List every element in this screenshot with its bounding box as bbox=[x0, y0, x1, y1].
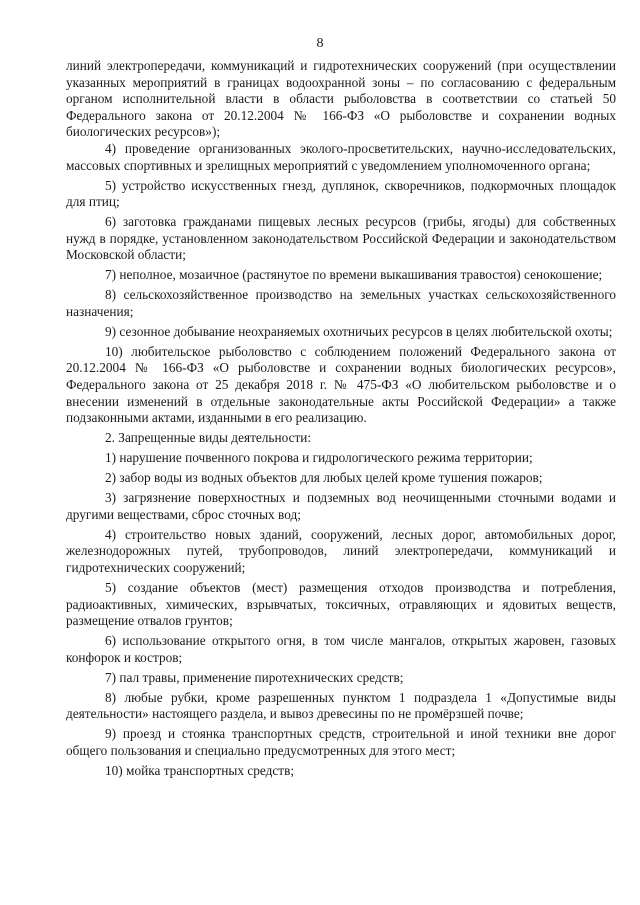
list-item-allowed-9: 9) сезонное добывание неохраняемых охотничьих ресурсов в целях любительской охоты; bbox=[105, 323, 613, 339]
list-item-prohibited-8: 8) любые рубки, кроме разрешенных пунктом 1 подраздела 1 «Допустимые виды деятельности» настоящего раздела, и вывоз древесины по не промёрзшей почве; bbox=[66, 689, 616, 722]
list-item-allowed-5: 5) устройство искусственных гнезд, дуплянок, скворечников, подкормочных площадок для птиц; bbox=[66, 177, 616, 210]
page-number: 8 bbox=[316, 36, 324, 51]
list-item-allowed-6: 6) заготовка гражданами пищевых лесных ресурсов (грибы, ягоды) для собственных нужд в порядке, установленном законодательством Российской Федерации и законодательством Московской области; bbox=[66, 214, 616, 263]
list-item-allowed-7: 7) неполное, мозаичное (растянутое по времени выкашивания травостоя) сенокошение; bbox=[105, 267, 603, 283]
list-item-allowed-4: 4) проведение организованных эколого-просветительских, научно-исследовательских, массовых спортивных и зрелищных мероприятий с уведомлением уполномоченного органа; bbox=[66, 140, 616, 173]
list-item-prohibited-3: 3) загрязнение поверхностных и подземных вод неочищенными сточными водами и другими веществами, сброс сточных вод; bbox=[66, 490, 616, 522]
list-item-allowed-8: 8) сельскохозяйственное производство на земельных участках сельскохозяйственного назначения; bbox=[66, 287, 616, 319]
section-heading-prohibited: 2. Запрещенные виды деятельности: bbox=[105, 430, 312, 446]
list-item-prohibited-4: 4) строительство новых зданий, сооружений, лесных дорог, автомобильных дорог, железнодорожных путей, трубопроводов, линий электропередачи, коммуникаций и гидротехнических сооружений; bbox=[66, 526, 616, 575]
list-item-prohibited-10: 10) мойка транспортных средств; bbox=[105, 762, 295, 778]
list-item-prohibited-7: 7) пал травы, применение пиротехнических средств; bbox=[105, 669, 404, 685]
list-item-prohibited-6: 6) использование открытого огня, в том числе мангалов, открытых жаровен, газовых конфорок и костров; bbox=[66, 633, 616, 665]
list-item-allowed-10: 10) любительское рыболовство с соблюдением положений Федерального закона от 20.12.2004 № 166-ФЗ «О рыболовстве и сохранении водных биологических ресурсов», Федерального закона от 25 декабря 2018 г. № 475-ФЗ «О любительском рыболовстве и о внесении изменений в отдельные законодательные акты Российской Федерации» а также подзаконными актами, изданными в его реализацию. bbox=[66, 343, 616, 426]
list-item-prohibited-9: 9) проезд и стоянка транспортных средств, строительной и иной техники вне дорог общего пользования и специально предусмотренных для этого мест; bbox=[66, 726, 616, 758]
list-item-prohibited-1: 1) нарушение почвенного покрова и гидрологического режима территории; bbox=[105, 450, 533, 466]
list-item-prohibited-5: 5) создание объектов (мест) размещения отходов производства и потребления, радиоактивных, химических, взрывчатых, токсичных, отравляющих и ядовитых веществ, размещение отвалов грунтов; bbox=[66, 579, 616, 629]
paragraph-continuation: линий электропередачи, коммуникаций и гидротехнических сооружений (при осуществлении указанных мероприятий в границах водоохранной зоны – по согласованию с федеральным органом исполнительной власти в области рыболовства в соответствии со статьей 50 Федерального закона от 20.12.2004 № 166-ФЗ «О рыболовстве и сохранении водных биологических ресурсов»); bbox=[66, 58, 616, 140]
page-body bbox=[66, 58, 616, 779]
list-item-prohibited-2: 2) забор воды из водных объектов для любых целей кроме тушения пожаров; bbox=[105, 470, 543, 486]
